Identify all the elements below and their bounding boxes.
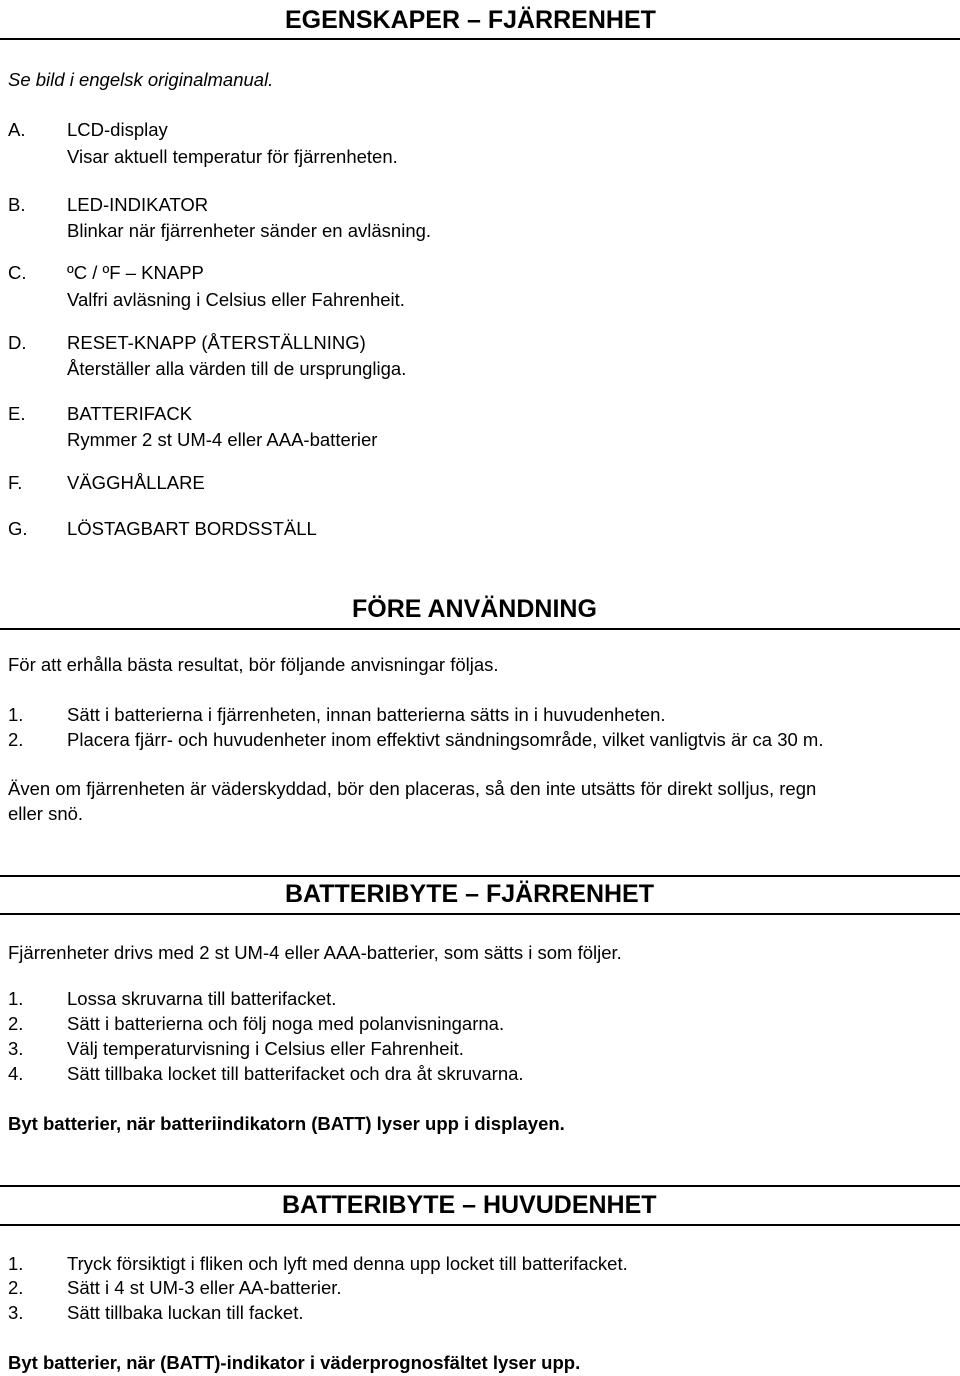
feature-name: ºC / ºF – KNAPP (67, 262, 204, 283)
before-use-intro: För att erhålla bästa resultat, bör följande anvisningar följas. (8, 654, 499, 675)
battery-remote-intro: Fjärrenheter drivs med 2 st UM-4 eller AAA-batterier, som sätts i som följer. (8, 942, 622, 963)
feature-name: VÄGGHÅLLARE (67, 472, 205, 493)
section-divider (0, 38, 960, 40)
feature-name: LÖSTAGBART BORDSSTÄLL (67, 518, 317, 539)
weather-note-cont: eller snö. (8, 803, 84, 824)
step-number: 3. (8, 1038, 24, 1059)
intro-text: Se bild i engelsk originalmanual. (8, 69, 274, 90)
step-text: Sätt tillbaka luckan till facket. (67, 1302, 304, 1323)
section-title: FÖRE ANVÄNDNING (352, 595, 597, 623)
step-text: Sätt i 4 st UM-3 eller AA-batterier. (67, 1277, 342, 1298)
section-divider (0, 875, 960, 877)
step-text: Sätt i batterierna i fjärrenheten, innan batterierna sätts in i huvudenheten. (67, 704, 666, 725)
feature-label: E. (8, 403, 26, 424)
feature-name: BATTERIFACK (67, 403, 193, 424)
feature-desc: Blinkar när fjärrenheter sänder en avläsning. (67, 220, 432, 241)
section-title: BATTERIBYTE – FJÄRRENHET (285, 880, 655, 908)
step-number: 2. (8, 1013, 24, 1034)
step-text: Sätt tillbaka locket till batterifacket och dra åt skruvarna. (67, 1063, 524, 1084)
step-text: Placera fjärr- och huvudenheter inom effektivt sändningsområde, vilket vanligtvis är ca 30 m. (67, 729, 824, 750)
step-text: Tryck försiktigt i fliken och lyft med denna upp locket till batterifacket. (67, 1253, 628, 1274)
step-number: 4. (8, 1063, 24, 1084)
section-divider (0, 1224, 960, 1226)
feature-name: LCD-display (67, 119, 168, 140)
section-title: BATTERIBYTE – HUVUDENHET (282, 1191, 657, 1219)
step-text: Sätt i batterierna och följ noga med polanvisningarna. (67, 1013, 505, 1034)
feature-desc: Visar aktuell temperatur för fjärrenheten. (67, 146, 398, 167)
step-text: Välj temperaturvisning i Celsius eller Fahrenheit. (67, 1038, 464, 1059)
feature-label: F. (8, 472, 23, 493)
step-number: 3. (8, 1302, 24, 1323)
feature-label: B. (8, 194, 26, 215)
feature-name: LED-INDIKATOR (67, 194, 209, 215)
feature-label: G. (8, 518, 28, 539)
step-number: 1. (8, 1253, 24, 1274)
step-number: 1. (8, 704, 24, 725)
battery-remote-note: Byt batterier, när batteriindikatorn (BATT) lyser upp i displayen. (8, 1113, 565, 1134)
feature-desc: Valfri avläsning i Celsius eller Fahrenheit. (67, 289, 405, 310)
feature-name: RESET-KNAPP (ÅTERSTÄLLNING) (67, 332, 366, 353)
feature-label: A. (8, 119, 26, 140)
section-divider (0, 1185, 960, 1187)
feature-desc: Rymmer 2 st UM-4 eller AAA-batterier (67, 429, 378, 450)
step-number: 2. (8, 729, 24, 750)
weather-note: Även om fjärrenheten är väderskyddad, bör den placeras, så den inte utsätts för direkt solljus, regn (8, 778, 817, 799)
section-divider (0, 628, 960, 630)
step-text: Lossa skruvarna till batterifacket. (67, 988, 337, 1009)
section-divider (0, 913, 960, 915)
feature-desc: Återställer alla värden till de ursprungliga. (67, 358, 407, 379)
page-title: EGENSKAPER – FJÄRRENHET (285, 6, 656, 34)
feature-label: D. (8, 332, 27, 353)
feature-label: C. (8, 262, 27, 283)
step-number: 2. (8, 1277, 24, 1298)
step-number: 1. (8, 988, 24, 1009)
battery-main-note: Byt batterier, när (BATT)-indikator i väderprognosfältet lyser upp. (8, 1352, 581, 1373)
